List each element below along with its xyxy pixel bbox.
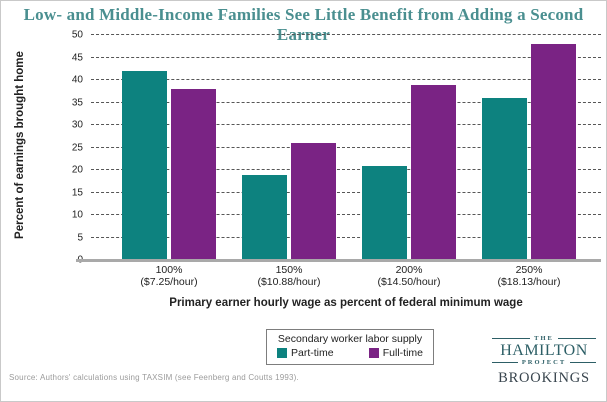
legend-item-label: Full-time (382, 347, 423, 359)
legend-item-full-time (369, 347, 423, 359)
y-tick-5: 5 (77, 232, 83, 243)
part-time-swatch-icon (277, 348, 287, 358)
bar-full-time-100% (171, 89, 216, 260)
hamilton-logo-the (492, 335, 596, 342)
y-tick-0: 0 (77, 254, 83, 266)
gridline-50 (91, 34, 601, 35)
y-tick-10: 10 (71, 209, 83, 221)
source-note: Source: Authors' calculations using TAXSIM (see Feenberg and Coutts 1993). (9, 373, 299, 382)
y-tick-45: 45 (71, 52, 83, 63)
y-tick-25: 25 (71, 142, 83, 153)
bar-part-time-200% (362, 166, 407, 261)
legend-item-part-time (277, 347, 334, 359)
legend-item-label: Part-time (291, 347, 334, 359)
bar-part-time-250% (482, 98, 527, 260)
hamilton-project-logo (492, 335, 596, 366)
chart-title: Low- and Middle-Income Families See Little Benefit from Adding a Second Earner (23, 5, 584, 44)
full-time-swatch-icon (369, 348, 379, 358)
legend-title: Secondary worker labor supply (277, 333, 423, 345)
x-axis-line (76, 259, 601, 262)
y-axis-ticks (59, 29, 85, 266)
rule-line (570, 362, 596, 363)
gridline-40 (91, 79, 601, 80)
brookings-logo: BROOKINGS (498, 370, 590, 386)
legend (266, 329, 434, 365)
hamilton-project-text: PROJECT (521, 359, 567, 366)
bar-part-time-100% (122, 71, 167, 260)
legend-items (267, 345, 433, 359)
y-axis-label: Percent of earnings brought home (14, 51, 26, 239)
hamilton-the-text: THE (534, 335, 554, 342)
hamilton-name-text: HAMILTON (500, 342, 588, 359)
hamilton-logo-project (492, 359, 596, 366)
y-tick-35: 35 (71, 97, 83, 108)
y-tick-20: 20 (71, 164, 83, 176)
x-category-label-100%: 100% ($7.25/hour) (140, 264, 198, 288)
x-axis-category-labels (91, 264, 601, 290)
bar-full-time-250% (531, 44, 576, 260)
bar-part-time-150% (242, 175, 287, 261)
gridline-45 (91, 57, 601, 58)
logo-block (492, 335, 596, 387)
x-category-label-250%: 250% ($18.13/hour) (497, 264, 561, 288)
bar-full-time-200% (411, 85, 456, 261)
y-tick-15: 15 (71, 187, 83, 198)
y-tick-50: 50 (71, 29, 83, 41)
plot-area (91, 35, 601, 260)
bar-full-time-150% (291, 143, 336, 260)
x-axis-title: Primary earner hourly wage as percent of federal minimum wage (169, 297, 523, 309)
x-category-label-150%: 150% ($10.88/hour) (257, 264, 321, 288)
y-tick-30: 30 (71, 119, 83, 131)
y-tick-40: 40 (71, 74, 83, 86)
x-category-label-200%: 200% ($14.50/hour) (377, 264, 441, 288)
rule-line (492, 338, 530, 339)
rule-line (558, 338, 596, 339)
rule-line (492, 362, 518, 363)
